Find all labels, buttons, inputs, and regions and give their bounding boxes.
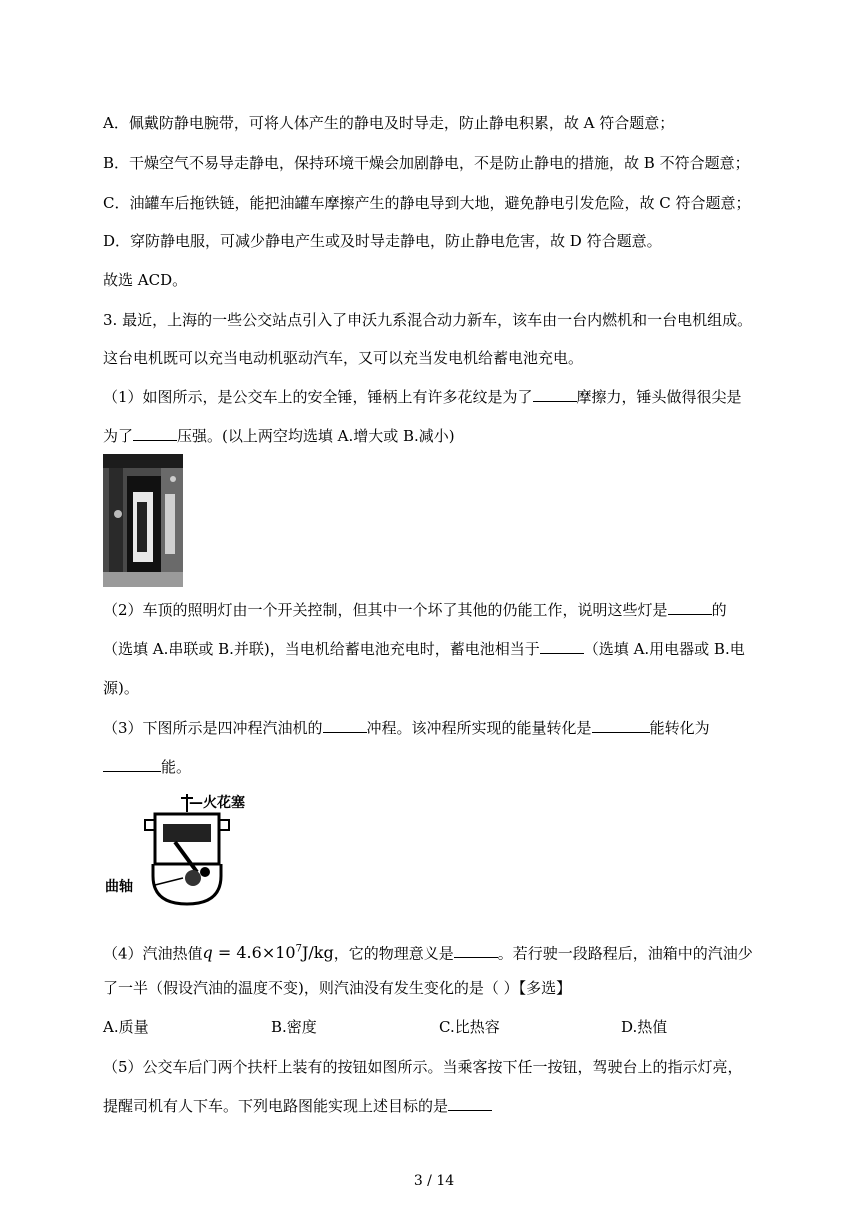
part2-line-3: 源)。 bbox=[103, 679, 139, 697]
spark-plug-label: —火花塞 bbox=[189, 795, 245, 811]
part3-text-b: 冲程。该冲程所实现的能量转化是 bbox=[366, 719, 592, 737]
formula-unit: J/kg bbox=[301, 943, 334, 963]
part1-line-2 bbox=[103, 426, 455, 446]
analysis-line-c: C．油罐车后拖铁链，能把油罐车摩擦产生的静电导到大地，避免静电引发危险，故 C 符合题意； bbox=[103, 194, 751, 212]
part2-text-b: 的 bbox=[711, 601, 727, 619]
heat-value-formula bbox=[203, 943, 334, 962]
blank-3[interactable] bbox=[668, 600, 712, 615]
blank-7[interactable] bbox=[103, 757, 161, 772]
part2-text-a: （2）车顶的照明灯由一个开关控制，但其中一个坏了其他的仍能工作，说明这些灯是 bbox=[103, 601, 668, 619]
option-a[interactable]: A.质量 bbox=[103, 1018, 149, 1036]
option-b[interactable]: B.密度 bbox=[271, 1018, 317, 1036]
part5-text-b: 提醒司机有人下车。下列电路图能实现上述目标的是 bbox=[103, 1097, 449, 1115]
part4-line-2: 了一半（假设汽油的温度不变)，则汽油没有发生变化的是（ ）【多选】 bbox=[103, 979, 572, 997]
blank-2[interactable] bbox=[133, 426, 177, 441]
blank-5[interactable] bbox=[323, 718, 367, 733]
analysis-line-b: B．干燥空气不易导走静电，保持环境干燥会加剧静电，不是防止静电的措施，故 B 不符合题意； bbox=[103, 154, 750, 172]
part3-line-1 bbox=[103, 718, 710, 738]
part4-text-c: 。若行驶一段路程后，油箱中的汽油少 bbox=[497, 944, 753, 963]
formula-q: q bbox=[202, 943, 213, 963]
part3-text-d: 能。 bbox=[161, 758, 192, 776]
part1-line-1 bbox=[103, 387, 742, 407]
part2-line-2 bbox=[103, 639, 745, 659]
part2-text-c: （选填 A.串联或 B.并联)，当电机给蓄电池充电时，蓄电池相当于 bbox=[103, 640, 540, 658]
crankshaft-label: 曲轴 bbox=[105, 879, 133, 895]
part4-text-a: （4）汽油热值 bbox=[103, 944, 203, 963]
part3-text-c: 能转化为 bbox=[649, 719, 710, 737]
page-number: 3 / 14 bbox=[413, 1173, 455, 1189]
part4-text-b: ，它的物理意义是 bbox=[333, 944, 454, 963]
blank-1[interactable] bbox=[533, 387, 577, 402]
question3-intro-2: 这台电机既可以充当电动机驱动汽车，又可以充当发电机给蓄电池充电。 bbox=[103, 349, 584, 367]
part1-text-a: （1）如图所示，是公交车上的安全锤，锤柄上有许多花纹是为了 bbox=[103, 388, 533, 406]
safety-hammer-image bbox=[103, 454, 183, 587]
part4-line-1 bbox=[103, 940, 753, 963]
part1-text-c: 为了 bbox=[103, 427, 134, 445]
option-d[interactable]: D.热值 bbox=[621, 1018, 668, 1036]
part3-line-2 bbox=[103, 757, 191, 777]
analysis-line-d: D．穿防静电服，可减少静电产生或及时导走静电，防止静电危害，故 D 符合题意。 bbox=[103, 232, 662, 250]
part2-text-d: （选填 A.用电器或 B.电 bbox=[583, 640, 745, 658]
part5-line-2 bbox=[103, 1096, 492, 1116]
part2-line-1 bbox=[103, 600, 727, 620]
blank-9[interactable] bbox=[448, 1096, 492, 1111]
question3-intro-1: 3. 最近，上海的一些公交站点引入了申沃九系混合动力新车，该车由一台内燃机和一台电机组成。 bbox=[103, 311, 753, 329]
blank-6[interactable] bbox=[592, 718, 650, 733]
part1-text-b: 摩擦力，锤头做得很尖是 bbox=[576, 388, 742, 406]
engine-diagram bbox=[105, 790, 275, 908]
blank-8[interactable] bbox=[454, 943, 498, 958]
formula-exponent: 7 bbox=[295, 944, 302, 955]
part3-text-a: （3）下图所示是四冲程汽油机的 bbox=[103, 719, 323, 737]
answer-line: 故选 ACD。 bbox=[103, 271, 188, 289]
option-c[interactable]: C.比热容 bbox=[439, 1018, 500, 1036]
analysis-line-a: A．佩戴防静电腕带，可将人体产生的静电及时导走，防止静电积累，故 A 符合题意； bbox=[103, 114, 675, 132]
part1-text-d: 压强。(以上两空均选填 A.增大或 B.减小) bbox=[177, 427, 455, 445]
formula-eq: = 4.6×10 bbox=[212, 943, 296, 963]
part5-line-1: （5）公交车后门两个扶杆上装有的按钮如图所示。当乘客按下任一按钮，驾驶台上的指示灯亮， bbox=[103, 1058, 743, 1076]
blank-4[interactable] bbox=[540, 639, 584, 654]
